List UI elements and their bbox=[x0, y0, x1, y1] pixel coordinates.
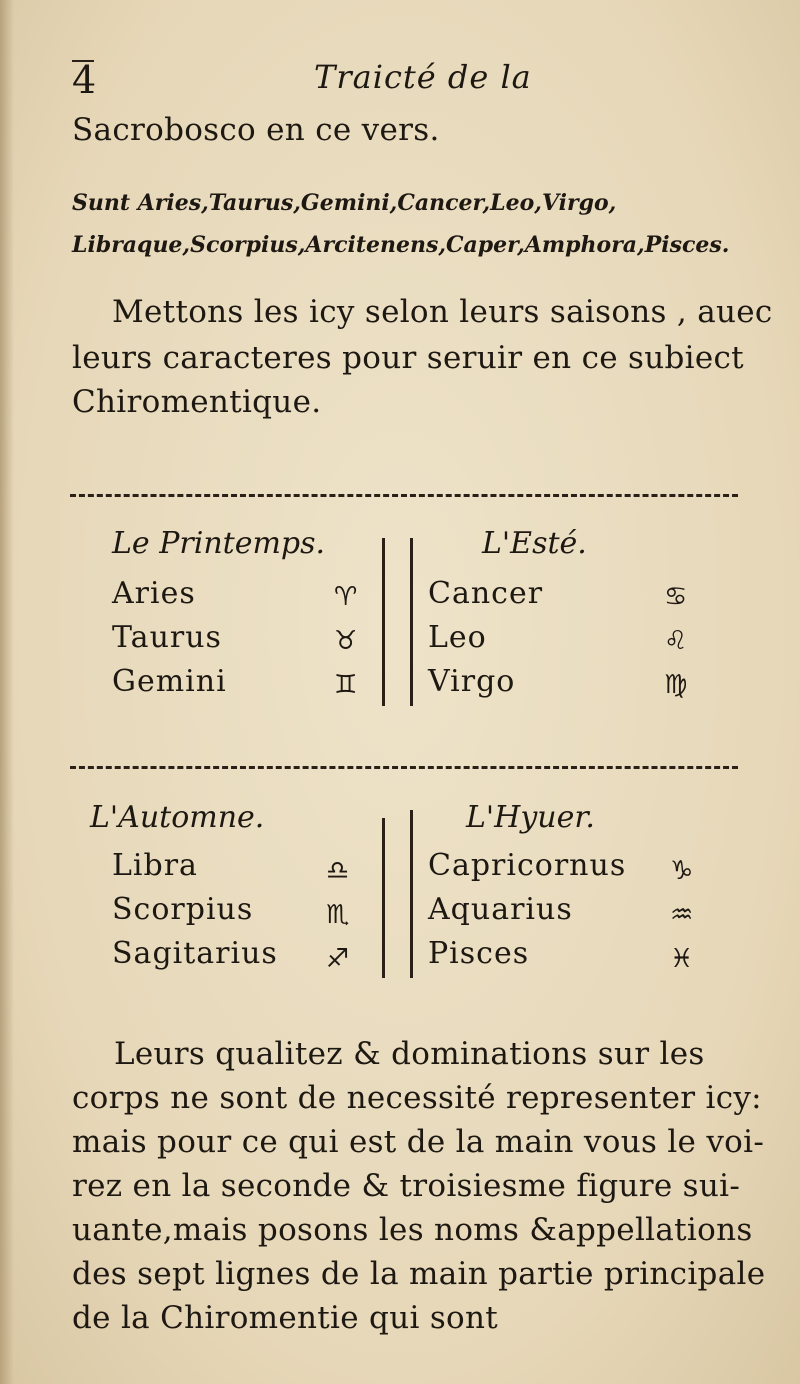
running-title: Traicté de la bbox=[314, 58, 532, 96]
text-line: mais pour ce qui est de la main vous le voi- bbox=[72, 1124, 765, 1160]
dashed-rule bbox=[70, 494, 738, 497]
text-line: rez en la seconde & troisiesme figure sui- bbox=[72, 1168, 741, 1204]
sign-name: Aquarius bbox=[428, 892, 573, 927]
sign-name: Cancer bbox=[428, 576, 544, 611]
pisces-icon: ♓ bbox=[670, 944, 694, 974]
text-line: Chiromentique. bbox=[72, 384, 322, 420]
verse-line: Sunt Aries,Taurus,Gemini,Cancer,Leo,Virgo, bbox=[72, 190, 617, 216]
sign-name: Sagitarius bbox=[112, 936, 278, 971]
dashed-rule bbox=[70, 766, 738, 769]
column-divider bbox=[410, 810, 413, 978]
season-title-winter: L'Hyuer. bbox=[466, 800, 595, 835]
text-line: corps ne sont de necessité representer icy: bbox=[72, 1080, 762, 1116]
cancer-icon: ♋ bbox=[664, 582, 688, 612]
page-gutter-shadow bbox=[0, 0, 14, 1384]
text-line: Sacrobosco en ce vers. bbox=[72, 112, 440, 148]
text-line: uante,mais posons les noms &appellations bbox=[72, 1212, 753, 1248]
aquarius-icon: ♒ bbox=[670, 900, 694, 930]
text-line: des sept lignes de la main partie principale bbox=[72, 1256, 766, 1292]
sign-name: Libra bbox=[112, 848, 198, 883]
sign-name: Capricornus bbox=[428, 848, 627, 883]
column-divider bbox=[382, 538, 385, 706]
column-divider bbox=[382, 818, 385, 978]
aries-icon: ♈ bbox=[334, 582, 358, 612]
verse-line: Libraque,Scorpius,Arcitenens,Caper,Amphora,Pisces. bbox=[72, 232, 730, 258]
text-line: Mettons les icy selon leurs saisons , auec bbox=[112, 294, 773, 330]
sign-name: Taurus bbox=[112, 620, 222, 655]
season-title-autumn: L'Automne. bbox=[90, 800, 265, 835]
column-divider bbox=[410, 538, 413, 706]
capricorn-icon: ♑ bbox=[670, 856, 694, 886]
virgo-icon: ♍ bbox=[664, 670, 688, 700]
text-line: leurs caracteres pour seruir en ce subiect bbox=[72, 340, 744, 376]
season-title-spring: Le Printemps. bbox=[112, 526, 326, 561]
libra-icon: ♎ bbox=[326, 856, 350, 886]
season-title-summer: L'Esté. bbox=[482, 526, 587, 561]
text-line: de la Chiromentie qui sont bbox=[72, 1300, 499, 1336]
sagittarius-icon: ♐ bbox=[326, 944, 350, 974]
leo-icon: ♌ bbox=[664, 626, 688, 656]
scorpio-icon: ♏ bbox=[326, 900, 350, 930]
page-number: 4 bbox=[72, 58, 97, 102]
sign-name: Scorpius bbox=[112, 892, 254, 927]
sign-name: Virgo bbox=[428, 664, 516, 699]
text-line: Leurs qualitez & dominations sur les bbox=[114, 1036, 705, 1072]
sign-name: Pisces bbox=[428, 936, 530, 971]
sign-name: Aries bbox=[112, 576, 196, 611]
sign-name: Gemini bbox=[112, 664, 227, 699]
sign-name: Leo bbox=[428, 620, 487, 655]
gemini-icon: ♊ bbox=[334, 670, 358, 700]
taurus-icon: ♉ bbox=[334, 626, 358, 656]
